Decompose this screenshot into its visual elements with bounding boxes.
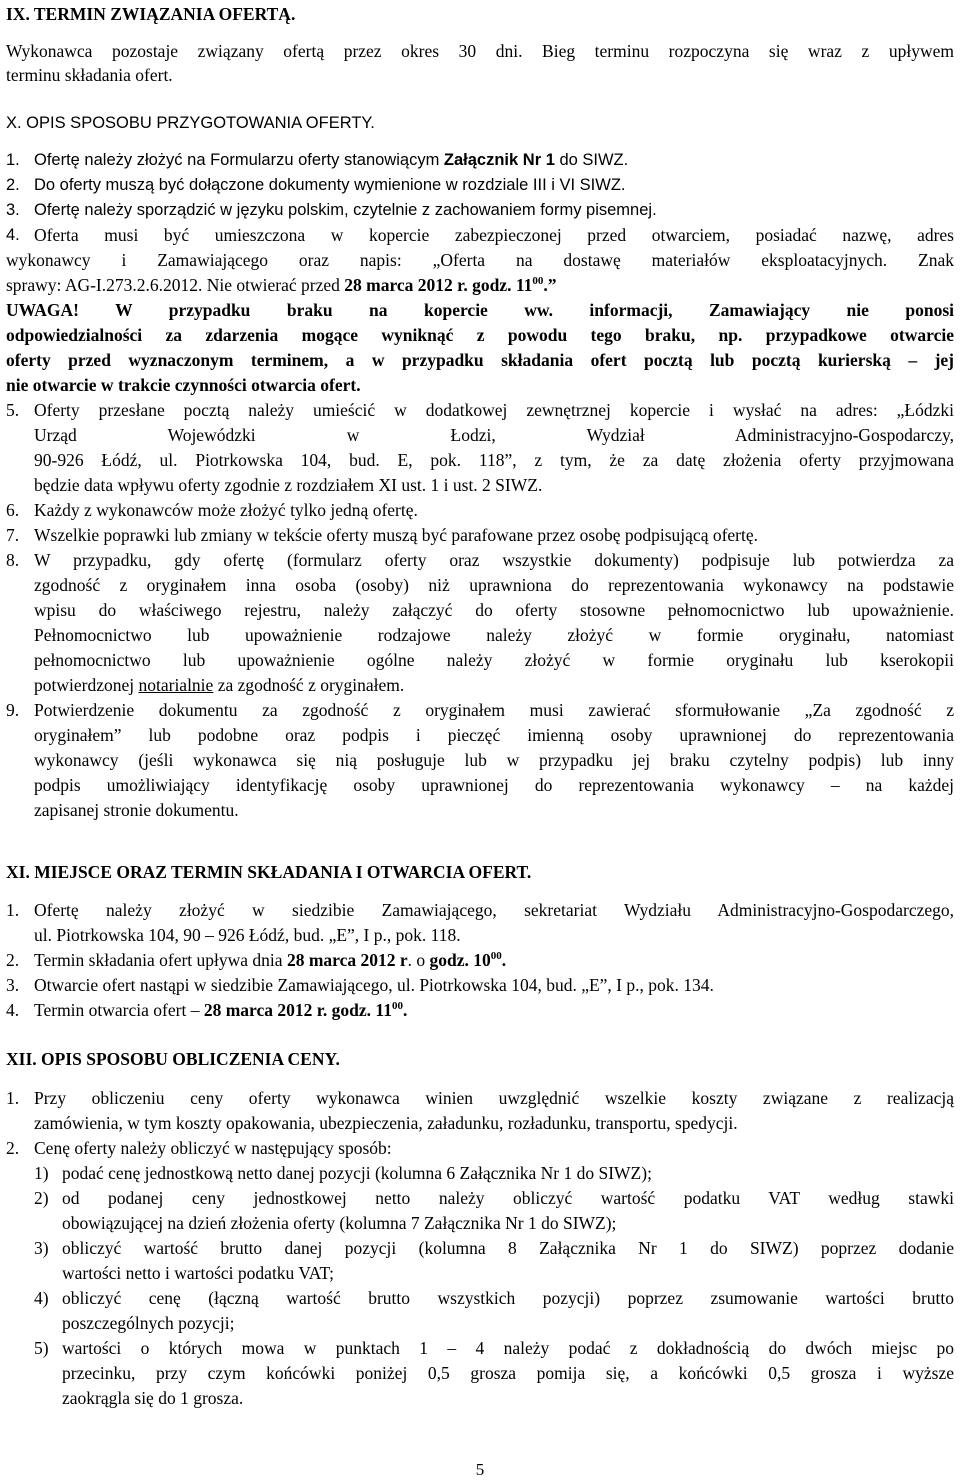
item-number: 9. — [6, 700, 20, 720]
paragraph-line: wartości netto i wartości podatku VAT; — [62, 1263, 335, 1283]
paragraph-line: wartości o których mowa w punktach 1 – 4 należy podać z dokładnością do dwóch miejsc po — [62, 1338, 954, 1358]
paragraph-line: Ofertę należy złożyć w siedzibie Zamawiającego, sekretariat Wydziału Administracyjno-Gospodarczego, — [34, 900, 954, 920]
paragraph-line: Wszelkie poprawki lub zmiany w tekście oferty muszą być parafowane przez osobę podpisującą ofertę. — [34, 525, 759, 545]
subitem-number: 3) — [34, 1238, 49, 1258]
warning-line: odpowiedzialności za zdarzenia mogące wyniknąć z powodu tego braku, np. przypadkowe otwarcie — [6, 325, 954, 345]
paragraph-line: Wykonawca pozostaje związany ofertą przez okres 30 dni. Bieg terminu rozpoczyna się wraz z upływem — [6, 41, 954, 61]
paragraph-line: Termin składania ofert upływa dnia 28 marca 2012 r. o godz. $10^{00}$. — [34, 950, 507, 970]
item-number: 8. — [6, 550, 20, 570]
paragraph-line: oryginałem” lub podobne oraz podpis i pieczęć imienną osoby uprawnionej do reprezentowania — [34, 725, 954, 745]
paragraph-line: Każdy z wykonawców może złożyć tylko jedną ofertę. — [34, 500, 418, 520]
paragraph-line: Oferty przesłane pocztą należy umieścić w dodatkowej zewnętrznej kopercie i wysłać na adres: „Łódzki — [34, 400, 954, 420]
warning-line: UWAGA! W przypadku braku na kopercie ww. informacji, Zamawiający nie ponosi — [6, 300, 955, 320]
paragraph-line: będzie data wpływu oferty zgodnie z rozdziałem XI ust. 1 i ust. 2 SIWZ. — [34, 475, 543, 495]
item-number: 1. — [6, 900, 20, 920]
item-number: 2. — [6, 1138, 20, 1158]
page-number: 5 — [475, 1460, 485, 1479]
list-item — [6, 198, 954, 223]
paragraph-line: ul. Piotrkowska 104, 90 – 926 Łódź, bud. „E”, I p., pok. 118. — [34, 925, 461, 945]
paragraph-line: przecinku, przy czym końcówki poniżej 0,5 grosza pomija się, a końcówki 0,5 grosza i wyższe — [62, 1363, 954, 1383]
warning-line: oferty przed wyznaczonym terminem, a w przypadku składania ofert pocztą lub pocztą kurierską – jej — [6, 350, 954, 370]
paragraph-line: wykonawcy i Zamawiającego oraz napis: „Oferta na dostawę materiałów eksploatacyjnych. Znak — [6, 250, 954, 270]
paragraph-line: 90-926 Łódź, ul. Piotrkowska 104, bud. E, pok. 118”, z tym, że za datę złożenia oferty przyjmowana — [34, 450, 954, 470]
paragraph-line: obowiązującej na dzień złożenia oferty (kolumna 7 Załącznika Nr 1 do SIWZ); — [62, 1213, 617, 1233]
paragraph-line: terminu składania ofert. — [6, 65, 173, 85]
section-heading-xi: XI. MIEJSCE ORAZ TERMIN SKŁADANIA I OTWARCIA OFERT. — [6, 862, 532, 882]
paragraph-line: Przy obliczeniu ceny oferty wykonawca winien uwzględnić wszelkie koszty związane z realizacją — [34, 1088, 954, 1108]
item-number: 4. — [6, 226, 20, 244]
subitem-number: 1) — [34, 1163, 49, 1183]
list-item — [6, 173, 954, 198]
paragraph-line: obliczyć wartość brutto danej pozycji (kolumna 8 Załącznika Nr 1 do SIWZ) poprzez dodanie — [62, 1238, 954, 1258]
paragraph-line: podać cenę jednostkową netto danej pozycji (kolumna 6 Załącznika Nr 1 do SIWZ); — [62, 1163, 652, 1183]
item-number: 2. — [6, 950, 20, 970]
item-number: 3. — [6, 201, 20, 219]
paragraph-line: Cenę oferty należy obliczyć w następujący sposób: — [34, 1138, 392, 1158]
item-text: Ofertę należy sporządzić w języku polskim, czytelnie z zachowaniem formy pisemnej. — [34, 201, 657, 219]
paragraph-line: wpisu do właściwego rejestru, należy załączyć do oferty stosowne pełnomocnictwo lub upoważnienie. — [34, 600, 954, 620]
paragraph-line: Termin otwarcia ofert – 28 marca 2012 r. godz. $11^{00}$. — [34, 1000, 408, 1020]
item-text: Ofertę należy złożyć na Formularzu oferty stanowiącym Załącznik Nr 1 do SIWZ. — [34, 151, 629, 169]
paragraph-line: zgodność z oryginałem inna osoba (osoby) niż uprawniona do reprezentowania wykonawcy na podstawie — [34, 575, 954, 595]
paragraph-line: pełnomocnictwo lub upoważnienie ogólne należy złożyć w formie oryginału lub kserokopii — [34, 650, 954, 670]
paragraph-line: obliczyć cenę (łączną wartość brutto wszystkich pozycji) poprzez zsumowanie wartości brutto — [62, 1288, 954, 1308]
paragraph-line: podpis umożliwiający identyfikację osoby uprawnionej do reprezentowania wykonawcy – na każdej — [34, 775, 954, 795]
warning-line: nie otwarcie w trakcie czynności otwarcia ofert. — [6, 375, 361, 395]
paragraph-line: zapisanej stronie dokumentu. — [34, 800, 239, 820]
paragraph-line: od podanej ceny jednostkowej netto należy obliczyć wartość podatku VAT według stawki — [62, 1188, 954, 1208]
paragraph-line: Pełnomocnictwo lub upoważnienie rodzajowe należy złożyć w formie oryginału, natomiast — [34, 625, 954, 645]
subitem-number: 5) — [34, 1338, 49, 1358]
item-text: Do oferty muszą być dołączone dokumenty wymienione w rozdziale III i VI SIWZ. — [34, 176, 626, 194]
section-heading-ix: IX. TERMIN ZWIĄZANIA OFERTĄ. — [6, 4, 296, 24]
item-number: 5. — [6, 400, 20, 420]
paragraph-line: sprawy: AG-I.273.2.6.2012. Nie otwierać przed 28 marca 2012 r. godz. $11^{00}$.” — [6, 275, 557, 295]
item-number: 7. — [6, 525, 20, 545]
paragraph-line: potwierdzonej notarialnie za zgodność z oryginałem. — [34, 675, 405, 695]
list-item — [6, 148, 954, 173]
warning-label: UWAGA! — [6, 300, 79, 320]
subitem-number: 2) — [34, 1188, 49, 1208]
paragraph-line: Potwierdzenie dokumentu za zgodność z oryginałem musi zawierać sformułowanie „Za zgodność z — [34, 700, 954, 720]
item-number: 3. — [6, 975, 20, 995]
item-number: 6. — [6, 500, 20, 520]
paragraph-line: Urząd Wojewódzki w Łodzi, Wydział Administracyjno-Gospodarczy, — [34, 425, 954, 445]
item-number: 2. — [6, 176, 20, 194]
paragraph-line: Oferta musi być umieszczona w kopercie zabezpieczonej przed otwarciem, posiadać nazwę, adres — [34, 225, 954, 245]
section-heading-xii: XII. OPIS SPOSOBU OBLICZENIA CENY. — [6, 1049, 340, 1069]
paragraph-line: zaokrągla się do 1 grosza. — [62, 1388, 244, 1408]
bold-text: Załącznik Nr 1 — [443, 151, 555, 169]
paragraph-line: wykonawcy (jeśli wykonawca się nią posługuje lub w przypadku jej braku czytelny podpis) lub inny — [34, 750, 954, 770]
item-number: 1. — [6, 1088, 20, 1108]
item-number: 4. — [6, 1000, 20, 1020]
paragraph-line: W przypadku, gdy ofertę (formularz oferty oraz wszystkie dokumenty) podpisuje lub potwierdza za — [34, 550, 954, 570]
underlined-text: notarialnie — [138, 675, 214, 695]
subitem-number: 4) — [34, 1288, 49, 1308]
paragraph-line: poszczególnych pozycji; — [62, 1313, 235, 1333]
section-heading-x: X. OPIS SPOSOBU PRZYGOTOWANIA OFERTY. — [6, 114, 375, 132]
item-number: 1. — [6, 151, 20, 169]
paragraph-line: zamówienia, w tym koszty opakowania, ubezpieczenia, załadunku, rozładunku, transportu, spedycji. — [34, 1113, 738, 1133]
paragraph-line: Otwarcie ofert nastąpi w siedzibie Zamawiającego, ul. Piotrkowska 104, bud. „E”, I p., pok. 134. — [34, 975, 714, 995]
